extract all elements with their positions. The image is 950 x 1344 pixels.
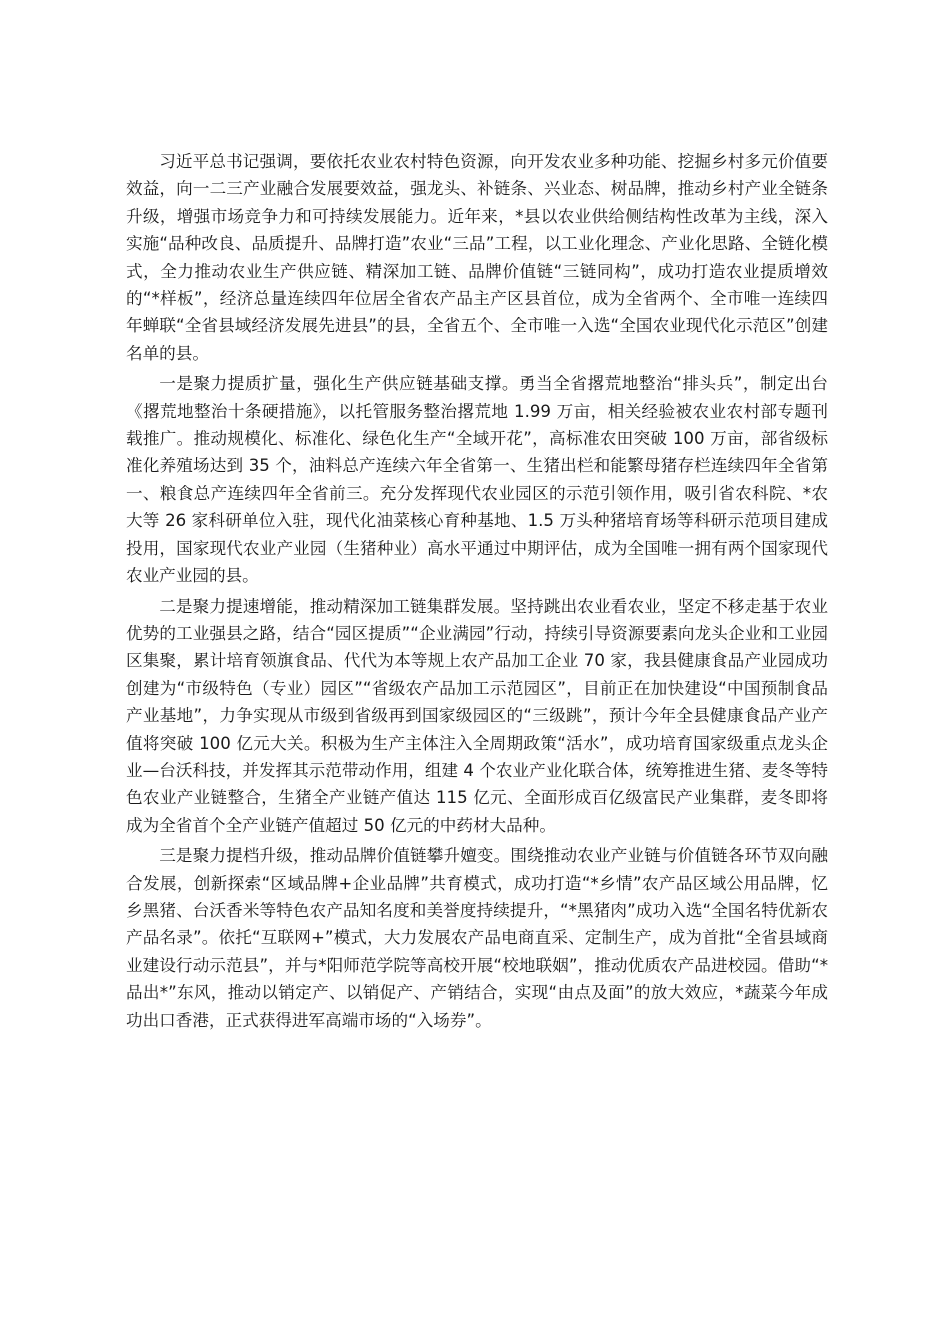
document-body — [126, 148, 828, 1037]
paragraph-point-one: 一是聚力提质扩量，强化生产供应链基础支撑。勇当全省撂荒地整治“排头兵”，制定出台《撂荒地整治十条硬措施》，以托管服务整治撂荒地 1.99 万亩，相关经验被农业农村部专题刊载推广。推动规模化、标准化、绿色化生产“全域开花”，高标准农田突破 100 万亩，部省级标准化养殖场达到 35 个，油料总产连续六年全省第一、生猪出栏和能繁母猪存栏连续四年全省第一、粮食总产连续四年全省前三。充分发挥现代农业园区的示范引领作用，吸引省农科院、*农大等 26 家科研单位入驻，现代化油菜核心育种基地、1.5 万头种猪培育场等科研示范项目建成投用，国家现代农业产业园（生猪种业）高水平通过中期评估，成为全国唯一拥有两个国家现代农业产业园的县。 — [126, 374, 828, 586]
paragraph-point-three: 三是聚力提档升级，推动品牌价值链攀升嬗变。围绕推动农业产业链与价值链各环节双向融合发展，创新探索“区域品牌+企业品牌”共育模式，成功打造“*乡情”农产品区域公用品牌，忆乡黑猪、台沃香米等特色农产品知名度和美誉度持续提升，“*黑猪肉”成功入选“全国名特优新农产品名录”。依托“互联网+”模式，大力发展农产品电商直采、定制生产，成为首批“全省县域商业建设行动示范县”，并与*阳师范学院等高校开展“校地联姻”，推动优质农产品进校园。借助“*品出*”东风，推动以销定产、以销促产、产销结合，实现“由点及面”的放大效应，*蔬菜今年成功出口香港，正式获得进军高端市场的“入场券”。 — [126, 846, 828, 1030]
paragraph-point-two: 二是聚力提速增能，推动精深加工链集群发展。坚持跳出农业看农业，坚定不移走基于农业优势的工业强县之路，结合“园区提质”“企业满园”行动，持续引导资源要素向龙头企业和工业园区集聚，累计培育领旗食品、代代为本等规上农产品加工企业 70 家，我县健康食品产业园成功创建为“市级特色（专业）园区”“省级农产品加工示范园区”，目前正在加快建设“中国预制食品产业基地”，力争实现从市级到省级再到国家级园区的“三级跳”，预计今年全县健康食品产业产值将突破 100 亿元大关。积极为生产主体注入全周期政策“活水”，成功培育国家级重点龙头企业—台沃科技，并发挥其示范带动作用，组建 4 个农业产业化联合体，统筹推进生猪、麦冬等特色农业产业链整合，生猪全产业链产值达 115 亿元、全面形成百亿级富民产业集群，麦冬即将成为全省首个全产业链产值超过 50 亿元的中药材大品种。 — [126, 596, 828, 835]
paragraph-intro: 习近平总书记强调，要依托农业农村特色资源，向开发农业多种功能、挖掘乡村多元价值要效益，向一二三产业融合发展要效益，强龙头、补链条、兴业态、树品牌，推动乡村产业全链条升级，增强市场竞争力和可持续发展能力。近年来，*县以农业供给侧结构性改革为主线，深入实施“品种改良、品质提升、品牌打造”农业“三品”工程，以工业化理念、产业化思路、全链化模式，全力推动农业生产供应链、精深加工链、品牌价值链“三链同构”，成功打造农业提质增效的“*样板”，经济总量连续四年位居全省农产品主产区县首位，成为全省两个、全市唯一连续四年蝉联“全省县域经济发展先进县”的县，全省五个、全市唯一入选“全国农业现代化示范区”创建名单的县。 — [126, 152, 828, 363]
